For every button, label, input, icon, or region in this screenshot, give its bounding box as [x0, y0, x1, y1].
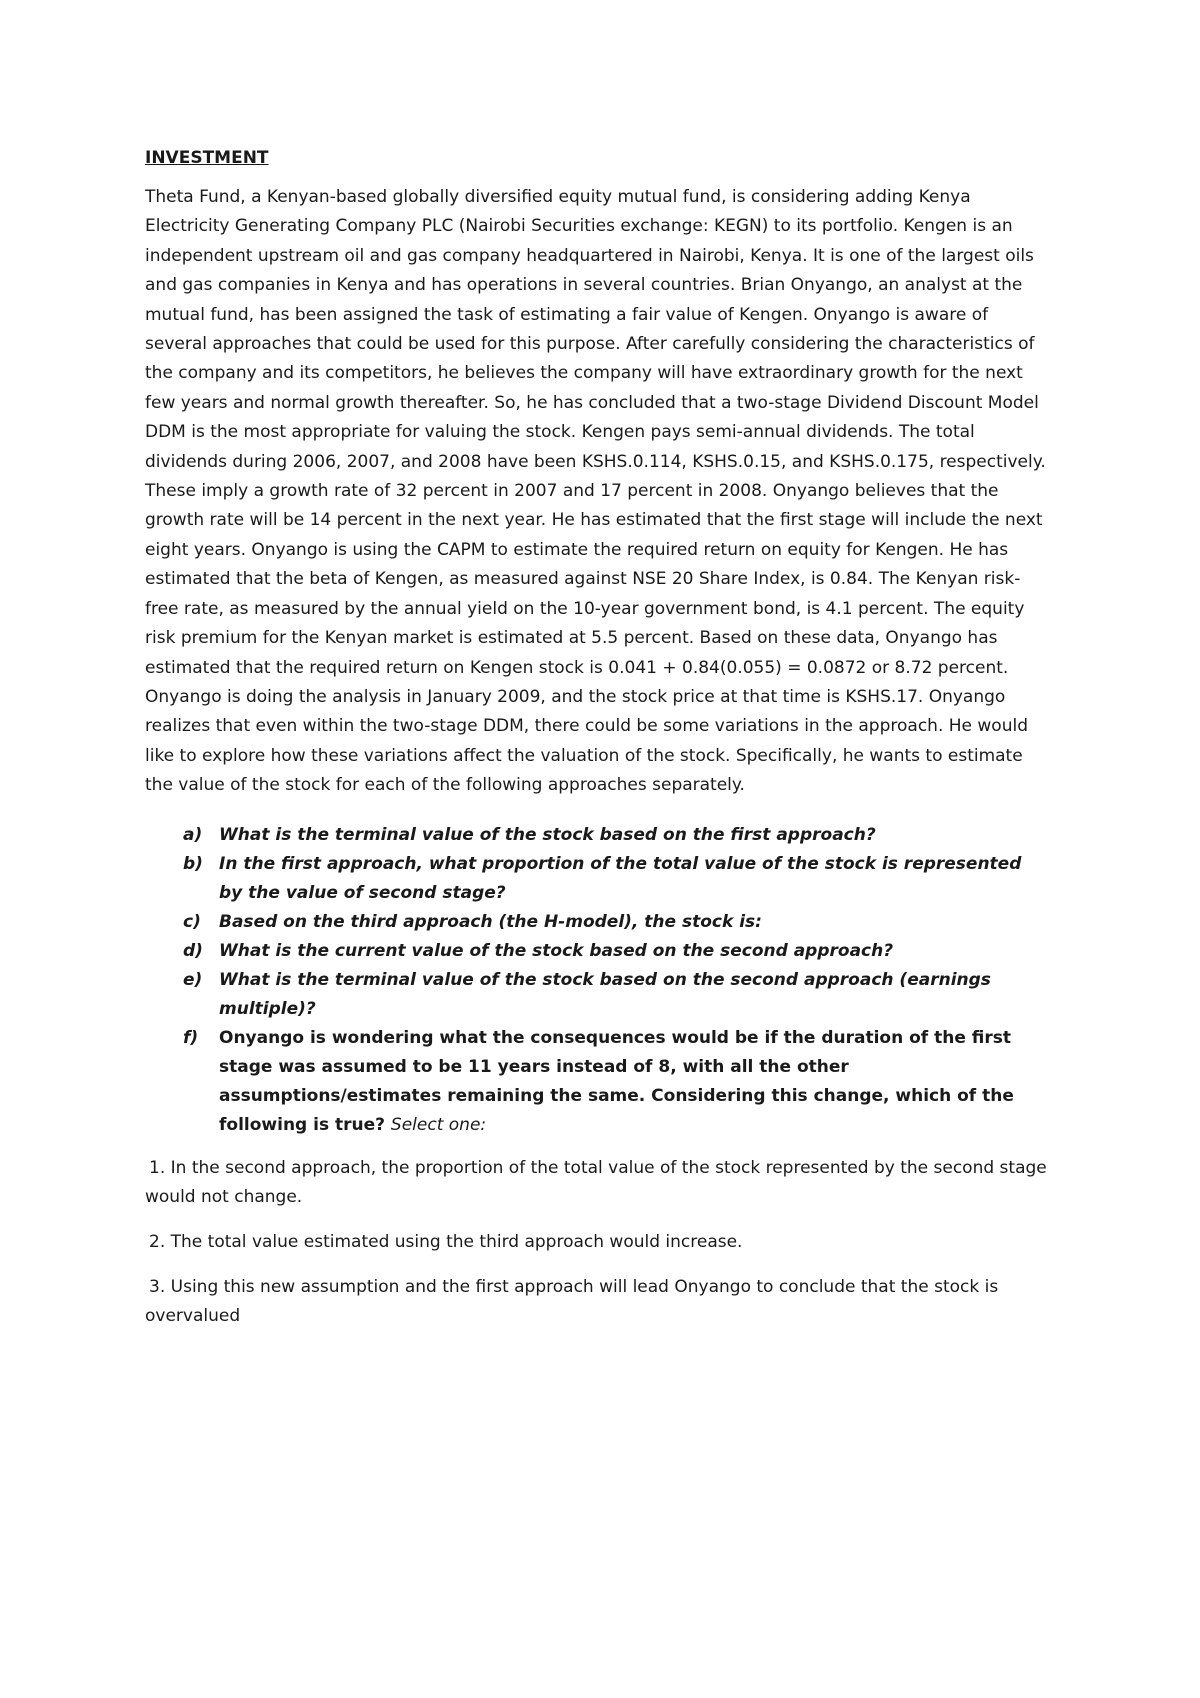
question-item	[145, 821, 1050, 850]
question-text: What is the terminal value of the stock based on the second approach (earnings multiple)?	[219, 969, 991, 1019]
option-text: The total value estimated using the third approach would increase.	[170, 1231, 743, 1252]
question-letter: b)	[183, 853, 203, 874]
question-text: Based on the third approach (the H-model), the stock is:	[219, 911, 762, 932]
option-text: Using this new assumption and the first approach will lead Onyango to conclude that the stock is overvalued	[145, 1276, 999, 1326]
question-letter: d)	[183, 940, 203, 961]
question-item	[145, 966, 1050, 1024]
question-item	[145, 937, 1050, 966]
question-text: What is the terminal value of the stock based on the first approach?	[219, 824, 876, 845]
case-paragraph: Theta Fund, a Kenyan-based globally diversified equity mutual fund, is considering adding Kenya Electricity Generating Company PLC (Nairobi Securities exchange: KEGN) to its portfolio. Kengen is an independent upstream oil and gas company headquartered in Nairobi, Kenya. It is one of the largest oils and gas companies in Kenya and has operations in several countries. Brian Onyango, an analyst at the mutual fund, has been assigned the task of estimating a fair value of Kengen. Onyango is aware of several approaches that could be used for this purpose. After carefully considering the characteristics of the company and its competitors, he believes the company will have extraordinary growth for the next few years and normal growth thereafter. So, he has concluded that a two-stage Dividend Discount Model DDM is the most appropriate for valuing the stock. Kengen pays semi-annual dividends. The total dividends during 2006, 2007, and 2008 have been KSHS.0.114, KSHS.0.15, and KSHS.0.175, respectively. These imply a growth rate of 32 percent in 2007 and 17 percent in 2008. Onyango believes that the growth rate will be 14 percent in the next year. He has estimated that the first stage will include the next eight years. Onyango is using the CAPM to estimate the required return on equity for Kengen. He has estimated that the beta of Kengen, as measured against NSE 20 Share Index, is 0.84. The Kenyan risk-free rate, as measured by the annual yield on the 10-year government bond, is 4.1 percent. The equity risk premium for the Kenyan market is estimated at 5.5 percent. Based on these data, Onyango has estimated that the required return on Kengen stock is 0.041 + 0.84(0.055) = 0.0872 or 8.72 percent. Onyango is doing the analysis in January 2009, and the stock price at that time is KSHS.17. Onyango realizes that even within the two-stage DDM, there could be some variations in the approach. He would like to explore how these variations affect the valuation of the stock. Specifically, he wants to estimate the value of the stock for each of the following approaches separately.	[145, 187, 1046, 796]
question-item	[145, 850, 1050, 908]
document-page	[145, 146, 1050, 1347]
question-text: Onyango is wondering what the consequences would be if the duration of the first stage was assumed to be 11 years instead of 8, with all the other assumptions/estimates remaining the same. Considering this change, which of the following is true?	[219, 1027, 1014, 1135]
answer-option	[145, 1154, 1050, 1212]
option-number: 2.	[149, 1231, 166, 1252]
option-text: In the second approach, the proportion of the total value of the stock represented by the second stage would not change.	[145, 1157, 1047, 1207]
option-number: 3.	[149, 1276, 166, 1297]
question-text: In the first approach, what proportion of the total value of the stock is represented by the value of second stage?	[219, 853, 1022, 903]
question-item	[145, 1024, 1050, 1140]
question-text-block	[219, 1024, 1050, 1140]
question-list	[145, 821, 1050, 1140]
document-title: INVESTMENT	[145, 148, 269, 168]
question-letter: f)	[183, 1027, 199, 1048]
answer-option	[145, 1273, 1050, 1331]
select-one-instruction: Select one:	[390, 1114, 487, 1135]
question-letter: c)	[183, 911, 201, 932]
question-item	[145, 908, 1050, 937]
question-letter: a)	[183, 824, 203, 845]
question-text: What is the current value of the stock based on the second approach?	[219, 940, 894, 961]
question-letter: e)	[183, 969, 203, 990]
option-number: 1.	[149, 1157, 166, 1178]
answer-options	[145, 1154, 1050, 1331]
answer-option	[145, 1228, 1050, 1257]
